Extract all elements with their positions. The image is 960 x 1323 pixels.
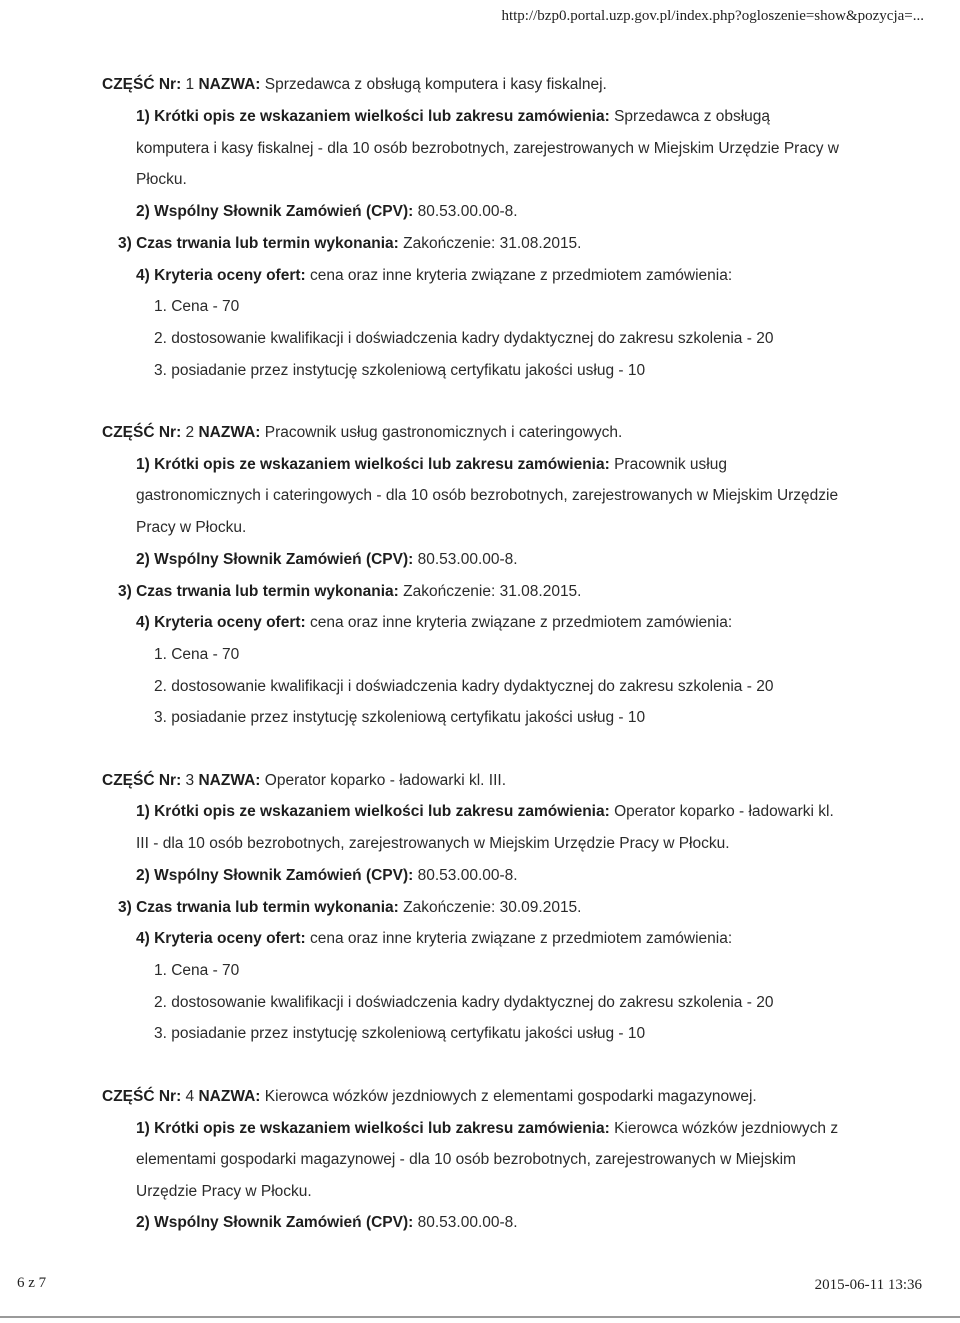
part-1-duration bbox=[118, 234, 582, 254]
bottom-divider bbox=[0, 1316, 960, 1318]
cpv-code: 80.53.00.00-8. bbox=[417, 1214, 518, 1231]
criteria-item: 3. posiadanie przez instytucję szkoleniową certyfikatu jakości usług - 10 bbox=[154, 709, 646, 726]
cpv-label: 2) Wspólny Słownik Zamówień (CPV): bbox=[136, 1214, 414, 1231]
part-number-label: CZĘŚĆ Nr: bbox=[102, 772, 182, 789]
part-4-description bbox=[136, 1119, 838, 1139]
part-number: 3 bbox=[185, 772, 195, 789]
part-number: 4 bbox=[185, 1088, 195, 1105]
part-1-cpv bbox=[136, 202, 518, 222]
part-3-description-cont: III - dla 10 osób bezrobotnych, zarejestrowanych w Miejskim Urzędzie Pracy w Płocku. bbox=[136, 835, 730, 852]
part-1-description-cont: komputera i kasy fiskalnej - dla 10 osób bezrobotnych, zarejestrowanych w Miejskim Urzędzie Pracy w bbox=[136, 140, 839, 157]
part-3-description bbox=[136, 802, 834, 822]
print-datetime: 2015-06-11 13:36 bbox=[814, 1277, 922, 1293]
part-name: Pracownik usług gastronomicznych i cateringowych. bbox=[264, 424, 623, 441]
duration-value: Zakończenie: 31.08.2015. bbox=[403, 235, 582, 252]
criteria-intro: cena oraz inne kryteria związane z przedmiotem zamówienia: bbox=[310, 930, 733, 947]
part-2-description-cont: gastronomicznych i cateringowych - dla 10 osób bezrobotnych, zarejestrowanych w Miejskim Urzędzie bbox=[136, 487, 839, 504]
part-name-label: NAZWA: bbox=[198, 772, 261, 789]
page-url: http://bzp0.portal.uzp.gov.pl/index.php?ogloszenie=show&pozycja=... bbox=[501, 8, 924, 24]
description-label: 1) Krótki opis ze wskazaniem wielkości lub zakresu zamówienia: bbox=[136, 456, 610, 473]
duration-value: Zakończenie: 30.09.2015. bbox=[403, 899, 582, 916]
criteria-item: 1. Cena - 70 bbox=[154, 298, 240, 315]
cpv-label: 2) Wspólny Słownik Zamówień (CPV): bbox=[136, 551, 414, 568]
part-name-label: NAZWA: bbox=[198, 76, 261, 93]
criteria-intro: cena oraz inne kryteria związane z przedmiotem zamówienia: bbox=[310, 267, 733, 284]
criteria-item: 2. dostosowanie kwalifikacji i doświadczenia kadry dydaktycznej do zakresu szkolenia - 20 bbox=[154, 994, 774, 1011]
criteria-item: 1. Cena - 70 bbox=[154, 646, 240, 663]
duration-label: 3) Czas trwania lub termin wykonania: bbox=[118, 899, 399, 916]
description-label: 1) Krótki opis ze wskazaniem wielkości lub zakresu zamówienia: bbox=[136, 108, 610, 125]
duration-label: 3) Czas trwania lub termin wykonania: bbox=[118, 583, 399, 600]
part-name-label: NAZWA: bbox=[198, 1088, 261, 1105]
part-number: 2 bbox=[185, 424, 195, 441]
description-text: Operator koparko - ładowarki kl. bbox=[614, 803, 834, 820]
cpv-code: 80.53.00.00-8. bbox=[417, 203, 518, 220]
part-1-criteria bbox=[136, 266, 732, 286]
part-2-description-end: Pracy w Płocku. bbox=[136, 519, 247, 536]
part-1-heading bbox=[102, 75, 607, 95]
part-3-heading bbox=[102, 771, 506, 791]
part-1-description-end: Płocku. bbox=[136, 171, 187, 188]
description-label: 1) Krótki opis ze wskazaniem wielkości lub zakresu zamówienia: bbox=[136, 803, 610, 820]
criteria-label: 4) Kryteria oceny ofert: bbox=[136, 930, 306, 947]
part-number-label: CZĘŚĆ Nr: bbox=[102, 424, 182, 441]
criteria-item: 2. dostosowanie kwalifikacji i doświadczenia kadry dydaktycznej do zakresu szkolenia - 20 bbox=[154, 678, 774, 695]
part-4-heading bbox=[102, 1087, 757, 1107]
description-text: Sprzedawca z obsługą bbox=[614, 108, 771, 125]
part-4-description-end: Urzędzie Pracy w Płocku. bbox=[136, 1183, 312, 1200]
part-number-label: CZĘŚĆ Nr: bbox=[102, 1088, 182, 1105]
part-name: Operator koparko - ładowarki kl. III. bbox=[264, 772, 507, 789]
part-name: Kierowca wózków jezdniowych z elementami gospodarki magazynowej. bbox=[264, 1088, 757, 1105]
part-number-label: CZĘŚĆ Nr: bbox=[102, 76, 182, 93]
criteria-item: 3. posiadanie przez instytucję szkoleniową certyfikatu jakości usług - 10 bbox=[154, 1025, 646, 1042]
criteria-intro: cena oraz inne kryteria związane z przedmiotem zamówienia: bbox=[310, 614, 733, 631]
cpv-label: 2) Wspólny Słownik Zamówień (CPV): bbox=[136, 203, 414, 220]
description-text: Pracownik usług bbox=[614, 456, 727, 473]
criteria-item: 3. posiadanie przez instytucję szkoleniową certyfikatu jakości usług - 10 bbox=[154, 362, 646, 379]
part-2-heading bbox=[102, 423, 622, 443]
duration-value: Zakończenie: 31.08.2015. bbox=[403, 583, 582, 600]
criteria-label: 4) Kryteria oceny ofert: bbox=[136, 267, 306, 284]
part-2-duration bbox=[118, 582, 582, 602]
cpv-label: 2) Wspólny Słownik Zamówień (CPV): bbox=[136, 867, 414, 884]
part-3-criteria bbox=[136, 929, 732, 949]
part-4-description-cont: elementami gospodarki magazynowej - dla 10 osób bezrobotnych, zarejestrowanych w Miejskim bbox=[136, 1151, 796, 1168]
criteria-item: 2. dostosowanie kwalifikacji i doświadczenia kadry dydaktycznej do zakresu szkolenia - 20 bbox=[154, 330, 774, 347]
part-name: Sprzedawca z obsługą komputera i kasy fiskalnej. bbox=[264, 76, 607, 93]
cpv-code: 80.53.00.00-8. bbox=[417, 551, 518, 568]
part-1-description bbox=[136, 107, 770, 127]
part-name-label: NAZWA: bbox=[198, 424, 261, 441]
cpv-code: 80.53.00.00-8. bbox=[417, 867, 518, 884]
criteria-item: 1. Cena - 70 bbox=[154, 962, 240, 979]
part-3-duration bbox=[118, 898, 582, 918]
page-number: 6 z 7 bbox=[17, 1275, 47, 1291]
part-4-cpv bbox=[136, 1213, 518, 1233]
part-2-description bbox=[136, 455, 727, 475]
part-3-cpv bbox=[136, 866, 518, 886]
part-number: 1 bbox=[185, 76, 195, 93]
part-2-criteria bbox=[136, 613, 732, 633]
criteria-label: 4) Kryteria oceny ofert: bbox=[136, 614, 306, 631]
description-text: Kierowca wózków jezdniowych z bbox=[614, 1120, 839, 1137]
description-label: 1) Krótki opis ze wskazaniem wielkości lub zakresu zamówienia: bbox=[136, 1120, 610, 1137]
duration-label: 3) Czas trwania lub termin wykonania: bbox=[118, 235, 399, 252]
part-2-cpv bbox=[136, 550, 518, 570]
